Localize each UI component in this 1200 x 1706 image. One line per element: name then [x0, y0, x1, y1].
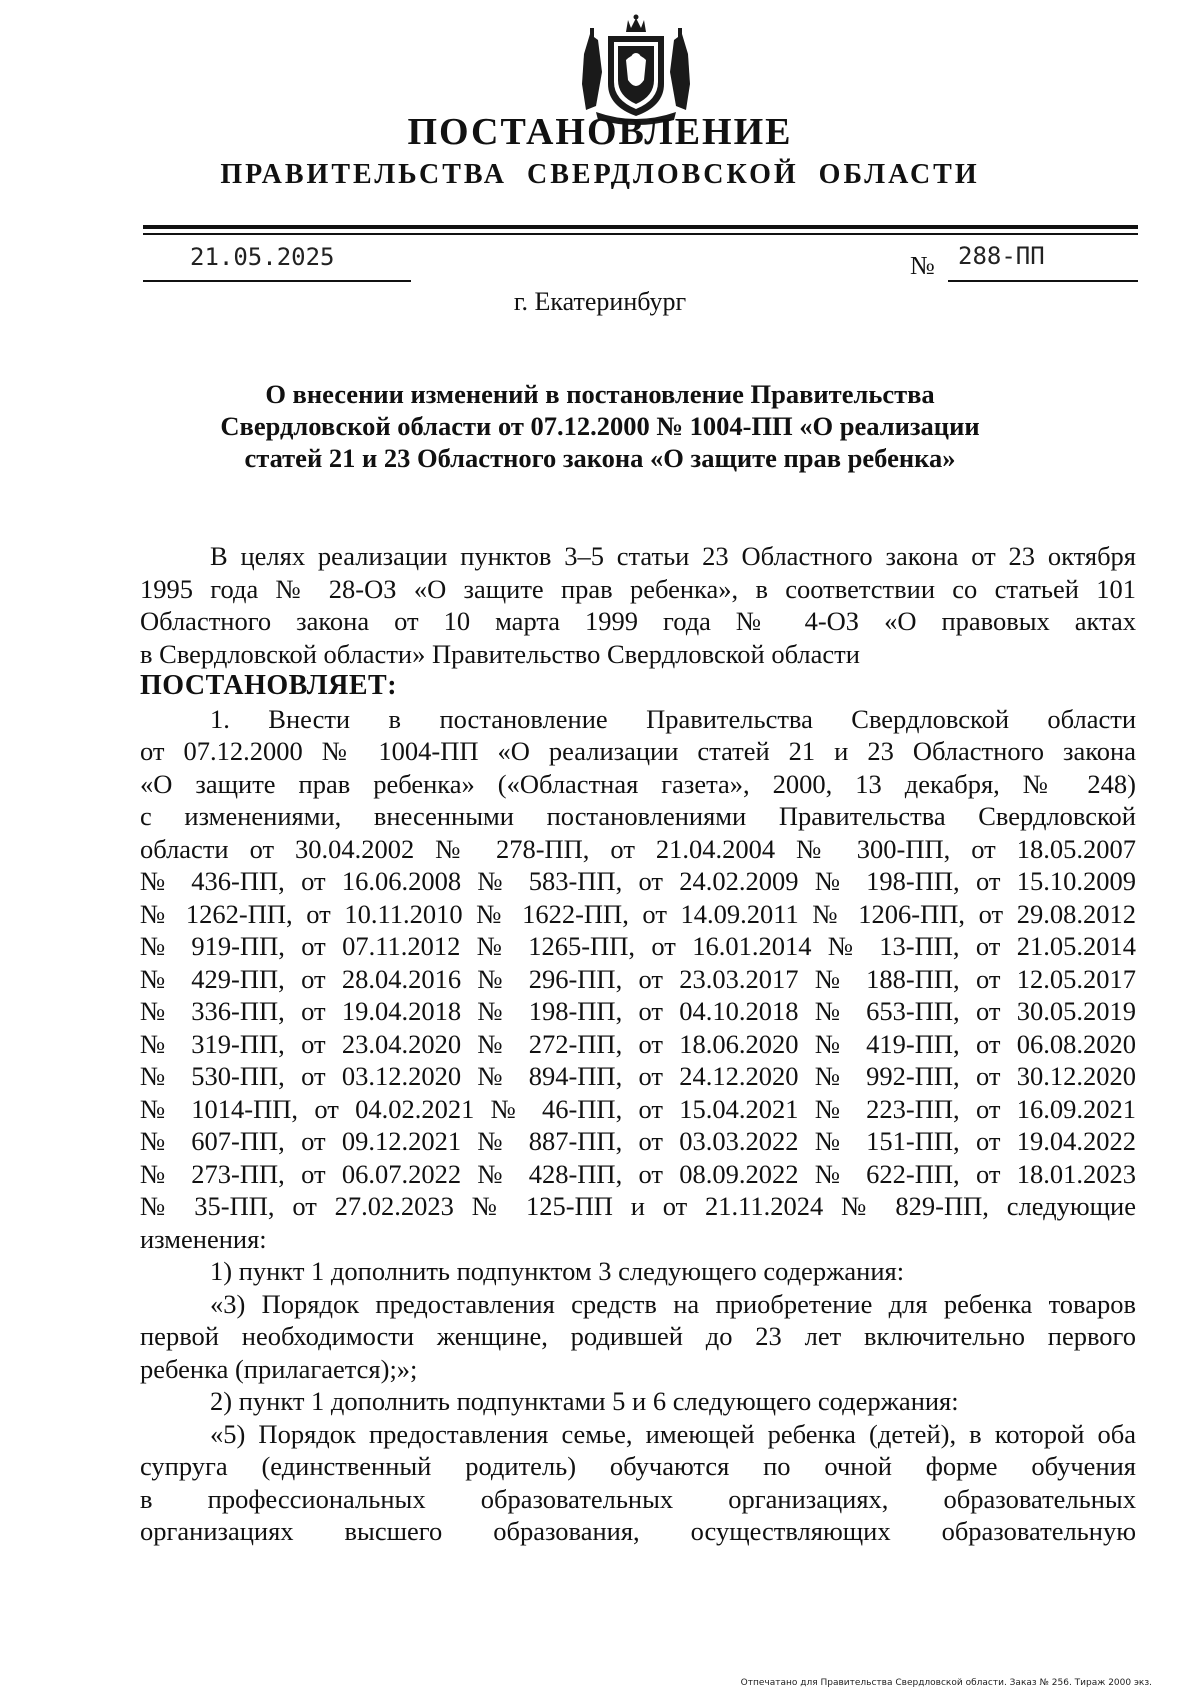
body-line: супруга (единственный родитель) обучаются по очной форме обучения: [140, 1451, 1136, 1481]
header-rule-thick: [143, 225, 1138, 229]
body-line: № 1262-ПП, от 10.11.2010 № 1622-ПП, от 14.09.2011 № 1206-ПП, от 29.08.2012: [140, 898, 1136, 929]
body-line: № 35-ПП, от 27.02.2023 № 125-ПП и от 21.11.2024 № 829-ПП, следующие: [140, 1191, 1136, 1221]
body-line: с изменениями, внесенными постановлениями Правительства Свердловской: [140, 801, 1136, 831]
issue-city: г. Екатеринбург: [513, 287, 687, 316]
body-line: № 319-ПП, от 23.04.2020 № 272-ПП, от 18.06.2020 № 419-ПП, от 06.08.2020: [140, 1028, 1136, 1059]
body-line: в Свердловской области» Правительство Свердловской области: [140, 638, 860, 669]
body-line: первой необходимости женщине, родившей до 23 лет включительно первого: [140, 1321, 1136, 1351]
body-line: изменения:: [140, 1223, 267, 1254]
resolves-keyword: ПОСТАНОВЛЯЕТ:: [140, 670, 398, 701]
body-line: организациях высшего образования, осуществляющих образовательную: [140, 1516, 1136, 1546]
body-line: ребенка (прилагается);»;: [140, 1353, 418, 1384]
body-line: от 07.12.2000 № 1004-ПП «О реализации статей 21 и 23 Областного закона: [140, 736, 1136, 766]
number-sign: №: [910, 251, 935, 280]
body-line: № 436-ПП, от 16.06.2008 № 583-ПП, от 24.02.2009 № 198-ПП, от 15.10.2009: [140, 866, 1136, 896]
issuing-authority: ПРАВИТЕЛЬСТВА СВЕРДЛОВСКОЙ ОБЛАСТИ: [220, 159, 980, 190]
document-date: 21.05.2025: [190, 243, 335, 271]
body-line: 1. Внести в постановление Правительства Свердловской области: [210, 703, 1136, 734]
document-number: 288-ПП: [958, 242, 1045, 270]
body-line: № 607-ПП, от 09.12.2021 № 887-ПП, от 03.03.2022 № 151-ПП, от 19.04.2022: [140, 1126, 1136, 1156]
body-line: в профессиональных образовательных организациях, образовательных: [140, 1483, 1136, 1514]
body-line: «О защите прав ребенка» («Областная газета», 2000, 13 декабря, № 248): [140, 768, 1136, 799]
body-line: № 1014-ПП, от 04.02.2021 № 46-ПП, от 15.04.2021 № 223-ПП, от 16.09.2021: [140, 1093, 1136, 1124]
body-line: 1) пункт 1 дополнить подпунктом 3 следующего содержания:: [210, 1256, 905, 1286]
body-line: «5) Порядок предоставления семье, имеющей ребенка (детей), в которой оба: [210, 1418, 1136, 1449]
body-line: № 919-ПП, от 07.11.2012 № 1265-ПП, от 16.01.2014 № 13-ПП, от 21.05.2014: [140, 931, 1136, 961]
document-body: [140, 540, 1136, 1548]
header-rule-thin: [143, 233, 1138, 235]
date-underline: [143, 280, 411, 282]
heading-line: статей 21 и 23 Областного закона «О защите прав ребенка»: [244, 443, 956, 473]
body-line: В целях реализации пунктов 3–5 статьи 23 Областного закона от 23 октября: [210, 541, 1136, 571]
body-line: № 429-ПП, от 28.04.2016 № 296-ПП, от 23.03.2017 № 188-ПП, от 12.05.2017: [140, 963, 1136, 994]
body-line: области от 30.04.2002 № 278-ПП, от 21.04.2004 № 300-ПП, от 18.05.2007: [140, 833, 1136, 864]
body-line: № 273-ПП, от 06.07.2022 № 428-ПП, от 08.09.2022 № 622-ПП, от 18.01.2023: [140, 1158, 1136, 1189]
heading-line: О внесении изменений в постановление Правительства: [265, 379, 935, 409]
number-underline: [948, 280, 1138, 282]
body-line: 1995 года № 28-ОЗ «О защите прав ребенка», в соответствии со статьей 101: [140, 573, 1136, 604]
body-line: Областного закона от 10 марта 1999 года № 4-ОЗ «О правовых актах: [140, 606, 1136, 636]
document-heading: [200, 378, 1000, 474]
print-imprint: Отпечатано для Правительства Свердловской области. Заказ № 256. Тираж 2000 экз.: [740, 1678, 1152, 1688]
body-line: «3) Порядок предоставления средств на приобретение для ребенка товаров: [210, 1288, 1136, 1319]
heading-line: Свердловской области от 07.12.2000 № 1004-ПП «О реализации: [220, 411, 980, 441]
body-line: 2) пункт 1 дополнить подпунктами 5 и 6 следующего содержания:: [210, 1386, 959, 1416]
document-type-title: ПОСТАНОВЛЕНИЕ: [407, 111, 793, 153]
body-line: № 336-ПП, от 19.04.2018 № 198-ПП, от 04.10.2018 № 653-ПП, от 30.05.2019: [140, 996, 1136, 1026]
body-line: № 530-ПП, от 03.12.2020 № 894-ПП, от 24.12.2020 № 992-ПП, от 30.12.2020: [140, 1061, 1136, 1091]
